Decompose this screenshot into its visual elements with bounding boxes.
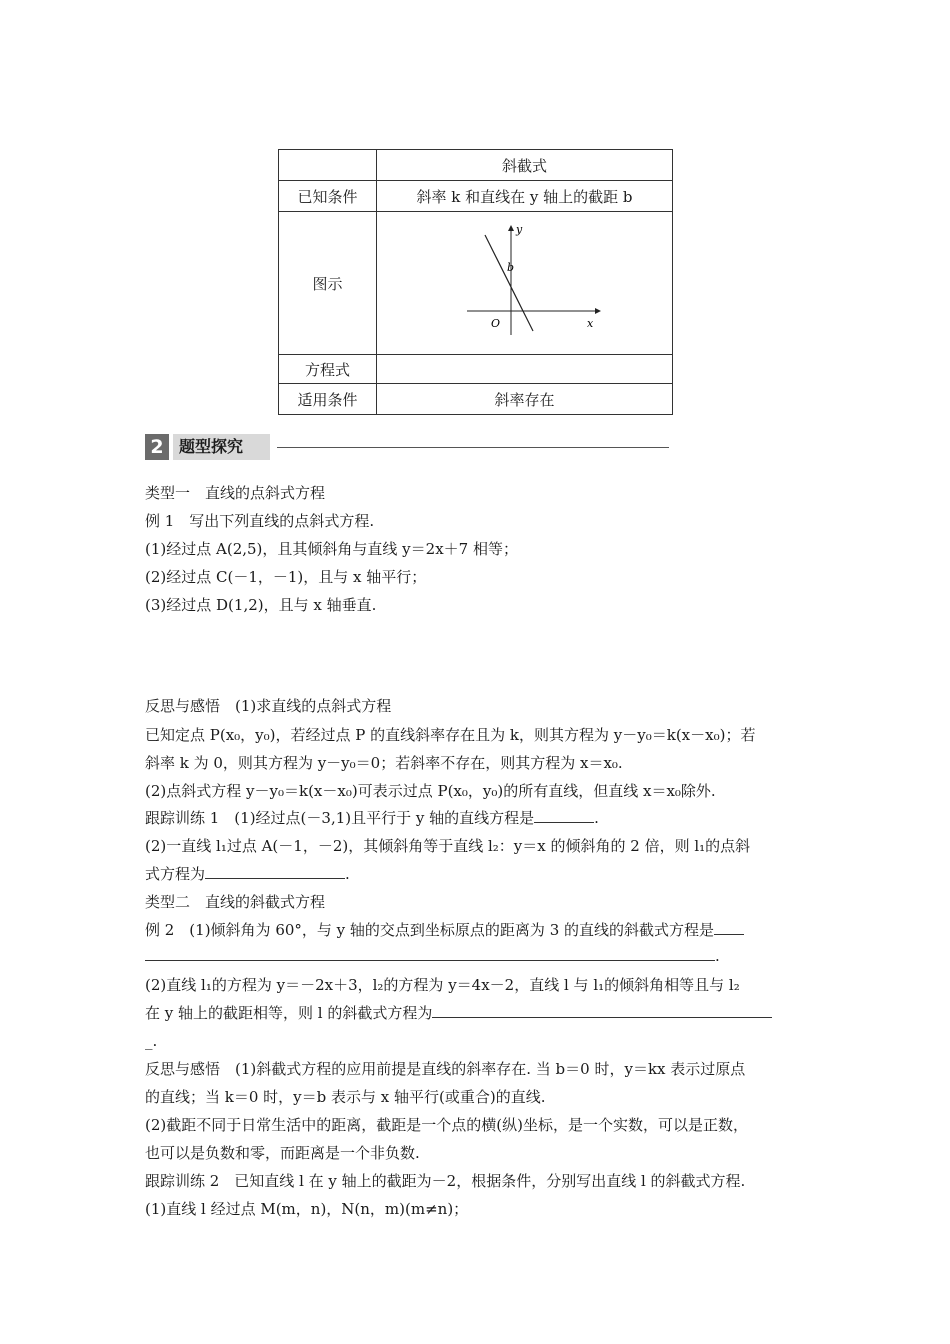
exercise-1-part-2: (2)一直线 l₁过点 A(－1，－2)，其倾斜角等于直线 l₂：y＝x 的倾斜角的 2 倍，则 l₁的点斜 <box>145 837 751 855</box>
answer-blank-3b <box>145 946 715 961</box>
example-1-part-1: (1)经过点 A(2,5)，且其倾斜角与直线 y＝2x＋7 相等； <box>145 540 518 558</box>
line-graph-figure <box>445 223 605 343</box>
type-two-heading: 类型二 直线的斜截式方程 <box>145 893 326 911</box>
reflection-1-heading: 反思与感悟 (1)求直线的点斜式方程 <box>145 697 392 715</box>
reflection-2-text-c: (2)截距不同于日常生活中的距离，截距是一个点的横(纵)坐标，是一个实数，可以是正数， <box>145 1116 748 1134</box>
example-1-part-2: (2)经过点 C(－1，－1)，且与 x 轴平行； <box>145 568 427 586</box>
reflection-2-text-d: 也可以是负数和零，而距离是一个非负数. <box>145 1144 420 1162</box>
answer-blank-3a <box>714 920 744 935</box>
section-rule <box>277 447 669 448</box>
example-2-part-1-cont <box>145 946 720 966</box>
example-2-part-2-end: _. <box>145 1032 158 1050</box>
answer-blank-2 <box>205 864 345 879</box>
section-number: 2 <box>145 434 169 460</box>
figure-cell <box>377 212 673 355</box>
example-2-part-1 <box>145 920 744 940</box>
table-header: 斜截式 <box>377 150 673 181</box>
period: . <box>715 947 720 965</box>
row-value-condition: 斜率 k 和直线在 y 轴上的截距 b <box>377 181 673 212</box>
reflection-1-text-c: (2)点斜式方程 y－y₀＝k(x－x₀)可表示过点 P(x₀，y₀)的所有直线，但直线 x＝x₀除外. <box>145 782 716 800</box>
origin-label: O <box>490 317 500 330</box>
exercise-1-part-2-cont-text: 式方程为 <box>145 865 206 883</box>
row-label-condition: 已知条件 <box>279 181 377 212</box>
exercise-1-part-2-cont <box>145 864 350 884</box>
example-2-part-1-text: 例 2 (1)倾斜角为 60°，与 y 轴的交点到坐标原点的距离为 3 的直线的斜截式方程是 <box>145 921 715 939</box>
section-title: 题型探究 <box>173 434 270 460</box>
section-heading <box>145 434 525 460</box>
example-1-part-3: (3)经过点 D(1,2)，且与 x 轴垂直. <box>145 596 377 614</box>
type-one-heading: 类型一 直线的点斜式方程 <box>145 484 326 502</box>
row-label-equation: 方程式 <box>279 355 377 384</box>
exercise-1-part-1 <box>145 808 599 828</box>
period: . <box>594 809 599 827</box>
example-2-part-2-cont <box>145 1003 772 1023</box>
y-axis-arrow <box>508 225 514 231</box>
row-value-equation <box>377 355 673 384</box>
example-1-title: 例 1 写出下列直线的点斜式方程. <box>145 512 375 530</box>
reflection-1-text-a: 已知定点 P(x₀，y₀)，若经过点 P 的直线斜率存在且为 k，则其方程为 y－y₀＝k(x－x₀)；若 <box>145 726 756 744</box>
example-2-part-2-cont-text: 在 y 轴上的截距相等，则 l 的斜截式方程为 <box>145 1004 433 1022</box>
exercise-2-part-1: (1)直线 l 经过点 M(m，n)，N(n，m)(m≠n)； <box>145 1200 469 1218</box>
reflection-1-text-b: 斜率 k 为 0，则其方程为 y－y₀＝0；若斜率不存在，则其方程为 x＝x₀. <box>145 754 623 772</box>
row-label-applicability: 适用条件 <box>279 384 377 415</box>
y-axis-label: y <box>515 223 522 236</box>
example-2-part-2: (2)直线 l₁的方程为 y＝－2x＋3，l₂的方程为 y＝4x－2，直线 l 与 l₁的倾斜角相等且与 l₂ <box>145 976 740 994</box>
answer-blank-4 <box>432 1003 772 1018</box>
exercise-2-title: 跟踪训练 2 已知直线 l 在 y 轴上的截距为－2，根据条件，分别写出直线 l 的斜截式方程. <box>145 1172 746 1190</box>
row-value-applicability: 斜率存在 <box>377 384 673 415</box>
x-axis-arrow <box>595 308 601 314</box>
answer-blank-1 <box>534 808 594 823</box>
intercept-label: b <box>506 261 514 274</box>
exercise-1-part-1-text: 跟踪训练 1 (1)经过点(－3,1)且平行于 y 轴的直线方程是 <box>145 809 535 827</box>
period: . <box>345 865 350 883</box>
row-label-figure: 图示 <box>279 212 377 355</box>
x-axis-label: x <box>586 317 593 330</box>
table-corner-cell <box>279 150 377 181</box>
slope-intercept-table <box>278 149 673 415</box>
reflection-2-text-b: 的直线；当 k＝0 时，y＝b 表示与 x 轴平行(或重合)的直线. <box>145 1088 546 1106</box>
reflection-2-text-a: 反思与感悟 (1)斜截式方程的应用前提是直线的斜率存在. 当 b＝0 时，y＝kx 表示过原点 <box>145 1060 746 1078</box>
